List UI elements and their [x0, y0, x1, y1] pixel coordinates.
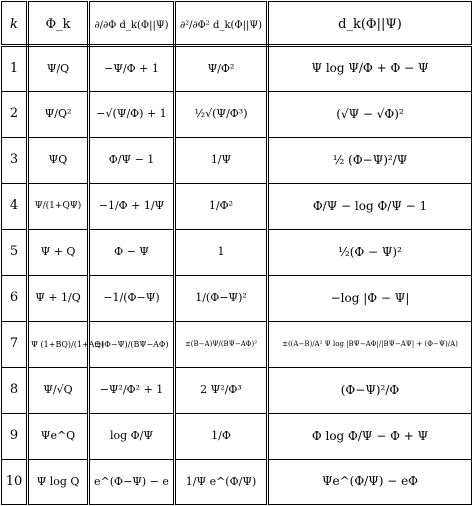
row-k: 2: [2, 92, 28, 138]
row-d: Φ/Ψ − log Φ/Ψ − 1: [268, 184, 472, 230]
row-d1: −Ψ²/Φ² + 1: [89, 368, 175, 414]
table-row: [2, 138, 472, 184]
row-d: ±((A−B)/A² Ψ log |BΨ−AΦ|/|BΨ−AΨ| + (Φ−Ψ)/A): [268, 322, 472, 368]
row-d1: −√(Ψ/Φ) + 1: [89, 92, 175, 138]
row-d1: e^(Φ−Ψ) − e: [89, 460, 175, 505]
row-phi: Ψ + 1/Q: [28, 276, 89, 322]
table-row: [2, 368, 472, 414]
row-d2: 1/Ψ e^(Φ/Ψ): [175, 460, 268, 505]
row-d2: 2 Ψ²/Φ³: [175, 368, 268, 414]
row-phi: Ψ/Q: [28, 46, 89, 92]
row-d2: 1/Ψ: [175, 138, 268, 184]
row-k: 6: [2, 276, 28, 322]
row-d2: Ψ/Φ²: [175, 46, 268, 92]
row-d2: ±(B−A)Ψ/(BΨ−AΦ)²: [175, 322, 268, 368]
row-d1: Φ − Ψ: [89, 230, 175, 276]
row-phi: Ψ log Q: [28, 460, 89, 505]
table-row: [2, 230, 472, 276]
row-k: 7: [2, 322, 28, 368]
row-k: 8: [2, 368, 28, 414]
row-d1: −1/(Φ−Ψ): [89, 276, 175, 322]
row-d2: 1/(Φ−Ψ)²: [175, 276, 268, 322]
row-phi: Ψe^Q: [28, 414, 89, 460]
row-d2: ½√(Ψ/Φ³): [175, 92, 268, 138]
header-d: d_k(Φ||Ψ): [268, 2, 472, 46]
header-d2: ∂²/∂Φ² d_k(Φ||Ψ): [175, 2, 268, 46]
table-row: [2, 46, 472, 92]
table-row: [2, 460, 472, 505]
row-d2: 1: [175, 230, 268, 276]
row-d1: −Ψ/Φ + 1: [89, 46, 175, 92]
row-k: 1: [2, 46, 28, 92]
row-d1: ±(Φ−Ψ)/(BΨ−AΦ): [89, 322, 175, 368]
header-row: [2, 2, 472, 46]
row-k: 3: [2, 138, 28, 184]
divergence-table: [1, 1, 472, 505]
table-row: [2, 276, 472, 322]
row-d: Ψe^(Φ/Ψ) − eΦ: [268, 460, 472, 505]
row-phi: Ψ/(1+QΨ): [28, 184, 89, 230]
row-d: (Φ−Ψ)²/Φ: [268, 368, 472, 414]
table-row: [2, 184, 472, 230]
table-row: [2, 414, 472, 460]
row-k: 9: [2, 414, 28, 460]
row-d1: −1/Φ + 1/Ψ: [89, 184, 175, 230]
header-k: k: [2, 2, 28, 46]
row-d: (√Ψ − √Φ)²: [268, 92, 472, 138]
table-row: [2, 322, 472, 368]
row-d1: log Φ/Ψ: [89, 414, 175, 460]
row-phi: Ψ (1+BQ)/(1+AQ): [28, 322, 89, 368]
row-k: 10: [2, 460, 28, 505]
row-k: 4: [2, 184, 28, 230]
header-phi: Φ_k: [28, 2, 89, 46]
row-d: Ψ log Ψ/Φ + Φ − Ψ: [268, 46, 472, 92]
header-d1: ∂/∂Φ d_k(Φ||Ψ): [89, 2, 175, 46]
row-d: −log |Φ − Ψ|: [268, 276, 472, 322]
row-phi: Ψ + Q: [28, 230, 89, 276]
row-d: ½ (Φ−Ψ)²/Ψ: [268, 138, 472, 184]
row-d2: 1/Φ: [175, 414, 268, 460]
table-row: [2, 92, 472, 138]
row-d: ½(Φ − Ψ)²: [268, 230, 472, 276]
row-d1: Φ/Ψ − 1: [89, 138, 175, 184]
row-d: Φ log Φ/Ψ − Φ + Ψ: [268, 414, 472, 460]
row-phi: Ψ/Q²: [28, 92, 89, 138]
row-phi: Ψ/√Q: [28, 368, 89, 414]
row-phi: ΨQ: [28, 138, 89, 184]
row-k: 5: [2, 230, 28, 276]
row-d2: 1/Φ²: [175, 184, 268, 230]
